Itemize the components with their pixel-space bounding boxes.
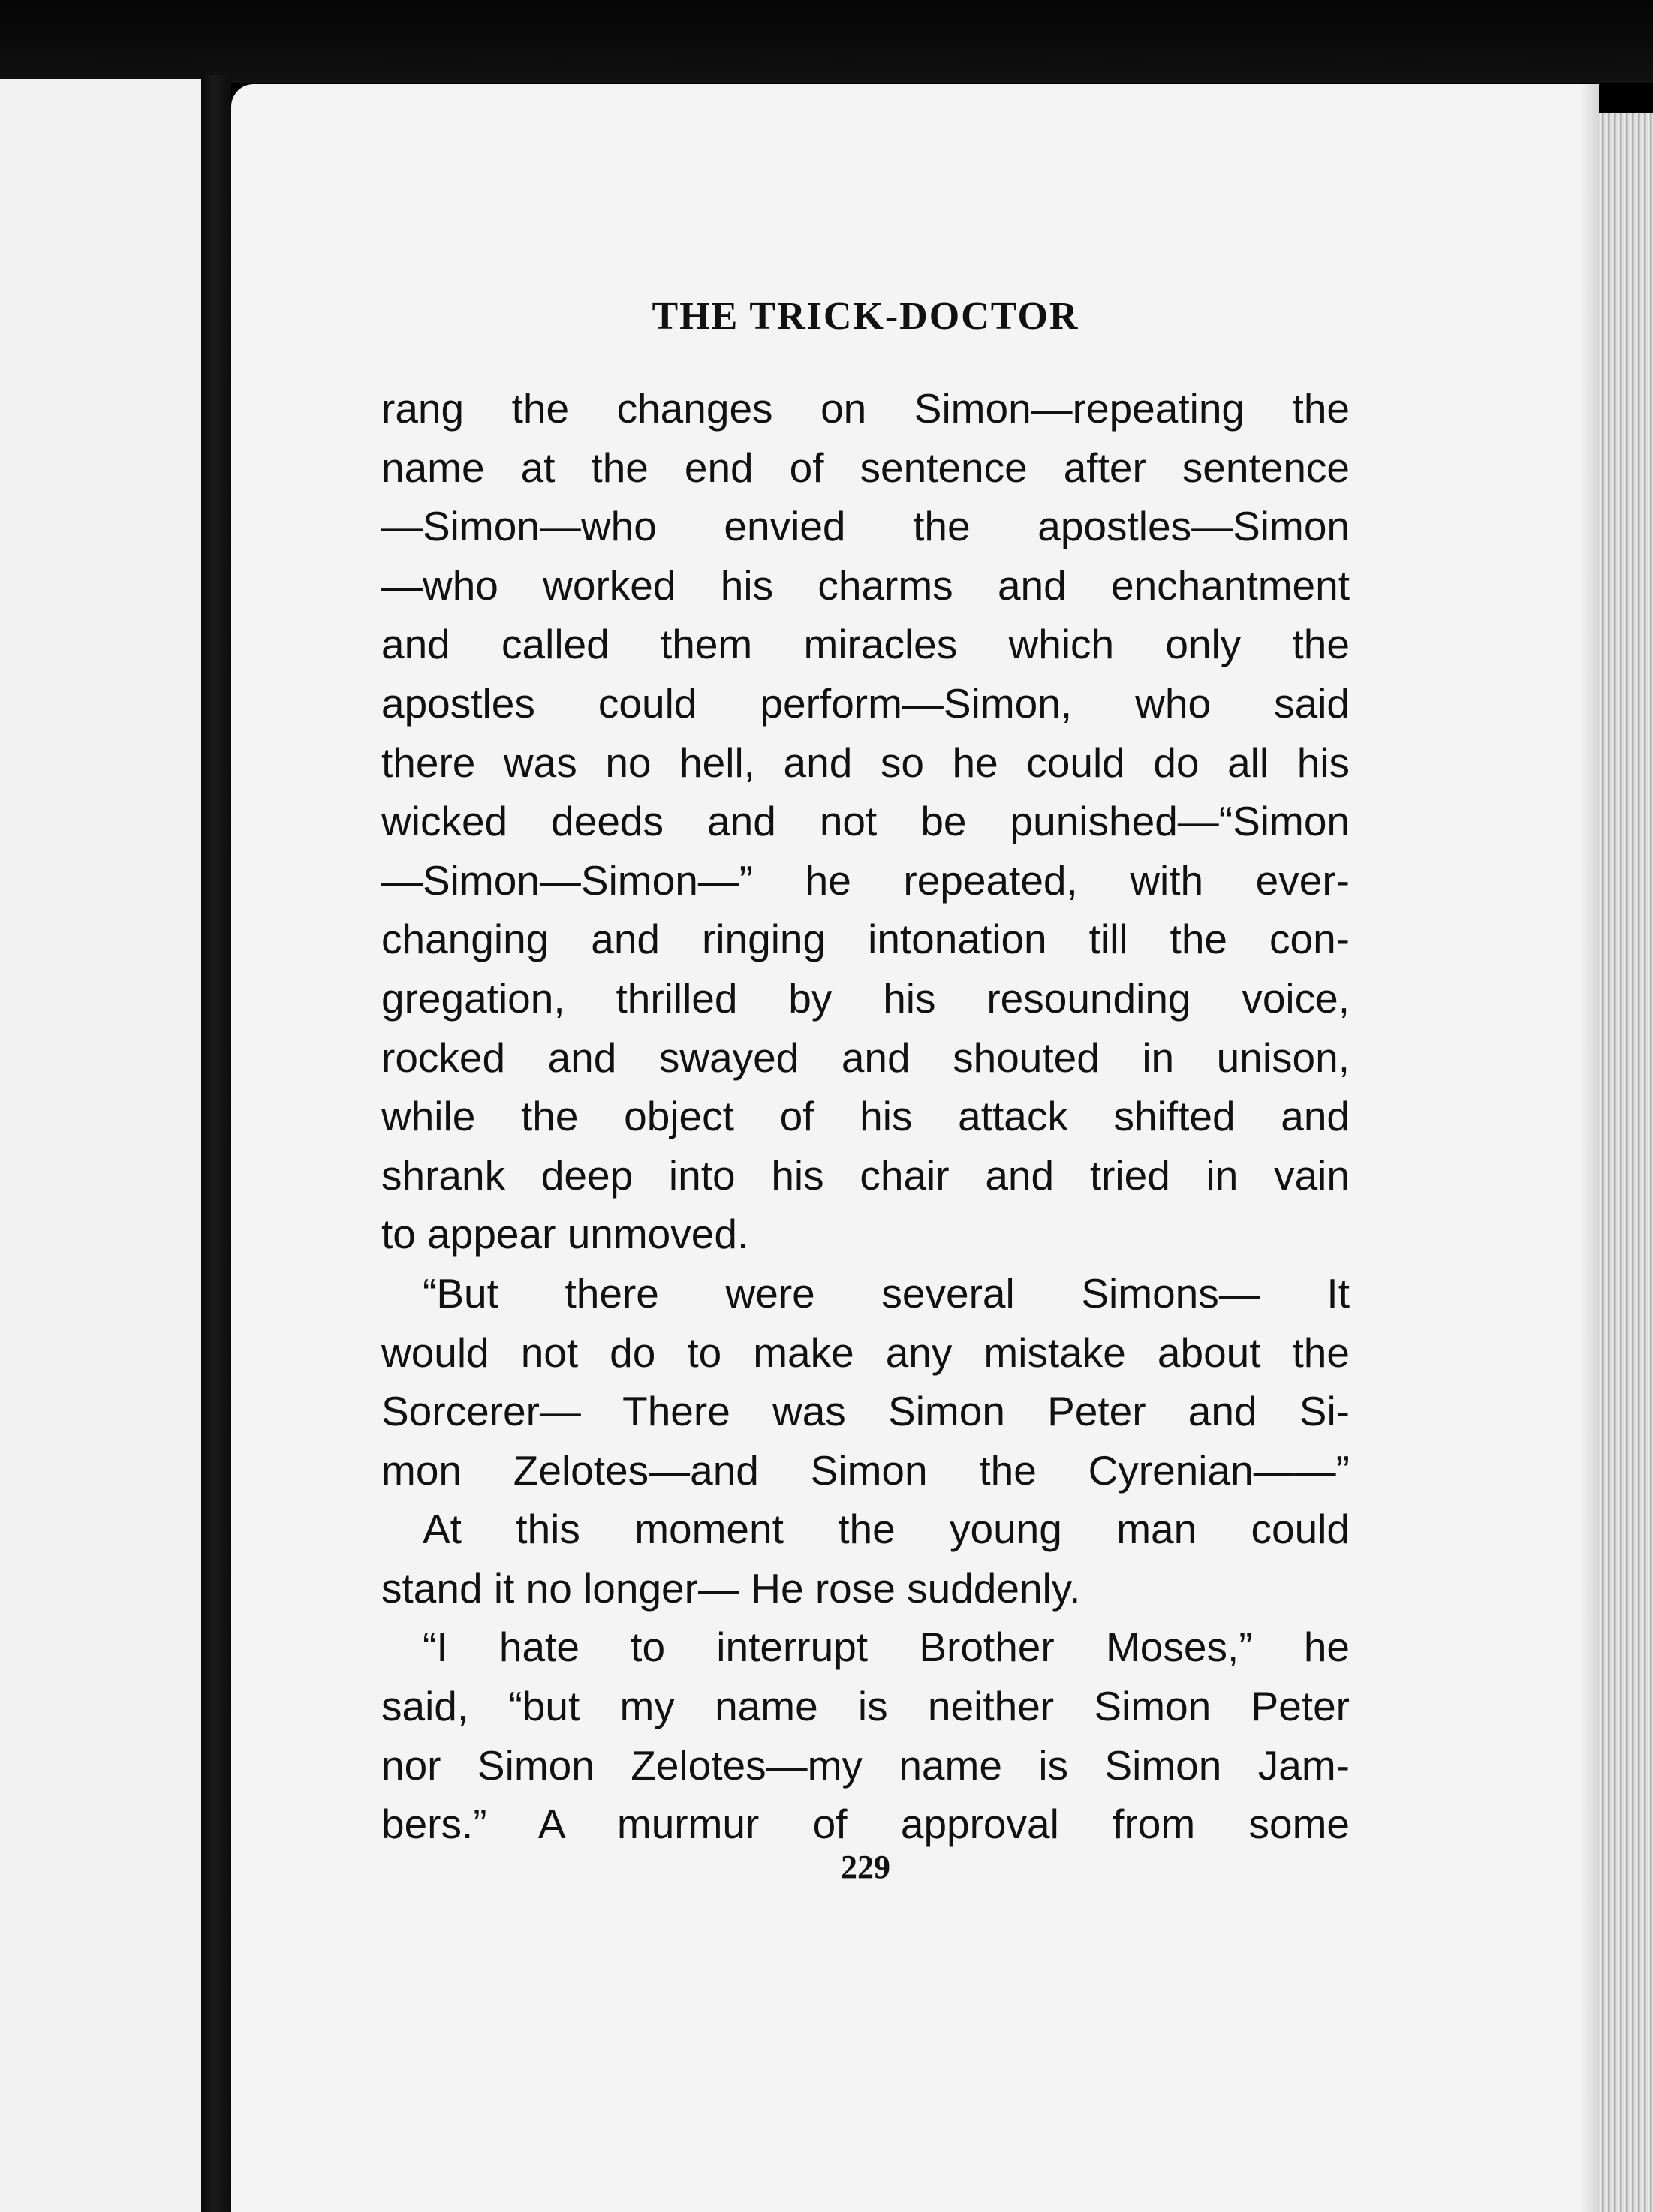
text-line: wicked deeds and not be punished—“Simon — [381, 798, 1350, 845]
left-page — [0, 79, 201, 2212]
text-line: bers.” A murmur of approval from some — [381, 1801, 1350, 1848]
text-line: Sorcerer— There was Simon Peter and Si- — [381, 1388, 1350, 1435]
text-line: “I hate to interrupt Brother Moses,” he — [423, 1624, 1350, 1671]
text-line: —Simon—Simon—” he repeated, with ever- — [381, 856, 1350, 904]
text-line: shrank deep into his chair and tried in vain — [381, 1151, 1350, 1199]
text-line: mon Zelotes—and Simon the Cyrenian——” — [381, 1446, 1350, 1494]
text-line: gregation, thrilled by his resounding voice, — [381, 974, 1350, 1022]
text-line: while the object of his attack shifted and — [381, 1093, 1350, 1140]
text-line: “But there were several Simons— It — [423, 1269, 1350, 1317]
page-edges — [1599, 113, 1653, 2212]
text-line: —who worked his charms and enchantment — [381, 561, 1350, 609]
text-line: to appear unmoved. — [381, 1211, 749, 1258]
text-line: would not do to make any mistake about the — [381, 1329, 1350, 1376]
text-line: changing and ringing intonation till the con- — [381, 916, 1350, 963]
scan-top-border — [0, 0, 1653, 83]
text-line: and called them miracles which only the — [381, 621, 1350, 668]
text-line: apostles could perform—Simon, who said — [381, 679, 1350, 727]
text-line: name at the end of sentence after sentence — [381, 444, 1350, 491]
book-gutter — [201, 75, 231, 2212]
text-line: —Simon—who envied the apostles—Simon — [381, 503, 1350, 550]
text-line: At this moment the young man could — [423, 1506, 1350, 1553]
text-line: rang the changes on Simon—repeating the — [381, 385, 1350, 432]
text-line: said, “but my name is neither Simon Peter — [381, 1683, 1350, 1730]
text-line: stand it no longer— He rose suddenly. — [381, 1564, 1081, 1612]
text-line: rocked and swayed and shouted in unison, — [381, 1034, 1350, 1081]
running-head: THE TRICK-DOCTOR — [652, 295, 1079, 338]
text-line: nor Simon Zelotes—my name is Simon Jam- — [381, 1741, 1350, 1789]
text-line: there was no hell, and so he could do all his — [381, 739, 1350, 786]
page-number: 229 — [841, 1849, 890, 1885]
body-text — [381, 379, 1350, 1854]
